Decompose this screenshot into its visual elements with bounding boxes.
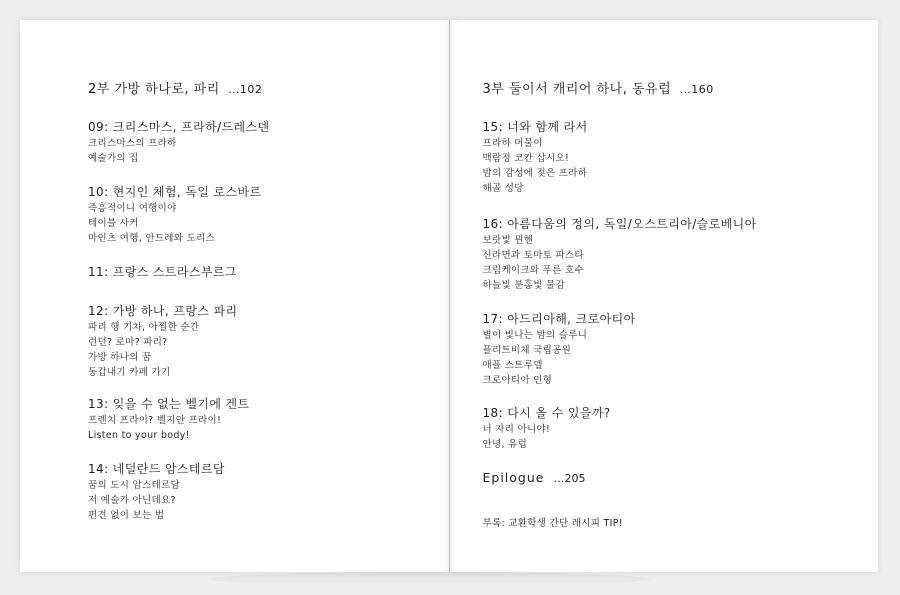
chapter-16-sub-4: 하늘빛 분홍빛 물감: [482, 280, 565, 291]
epilogue-title: Epilogue: [482, 470, 545, 485]
book-bottom-shadow: [210, 572, 650, 586]
chapter-13-sub-1: 프렌치 프라이? 벨지안 프라이!: [88, 415, 222, 426]
chapter-17-sub-4: 크로아티아 인형: [482, 375, 553, 386]
chapter-15-sub-3: 밤의 감성에 젖은 프라하: [482, 168, 588, 179]
chapter-12: [88, 302, 428, 380]
open-book: [20, 20, 878, 572]
chapter-12-sub-3: 가방 하나의 꿈: [88, 352, 152, 363]
chapter-18: [483, 404, 863, 452]
chapter-12-sub-1: 파리 행 기차, 아찔한 순간: [88, 322, 200, 333]
chapter-16-sub-2: 신라면과 토마토 파스타: [482, 250, 584, 261]
chapter-14: [88, 460, 428, 523]
chapter-13: [88, 395, 428, 443]
chapter-18-sub-2: 안녕, 유럽: [482, 439, 528, 450]
chapter-14-sub-1: 꿈의 도시 암스테르담: [88, 480, 180, 491]
part-3-title: [483, 78, 714, 97]
chapter-10-sub-3: 마인츠 여행, 안드레와 도리스: [88, 233, 216, 244]
left-page: [20, 20, 450, 572]
chapter-15-title: 15: 너와 함께 라서: [482, 120, 588, 134]
chapter-15: [483, 118, 863, 196]
chapter-15-sub-2: 맥람정 코칸 삽시오!: [482, 153, 570, 164]
chapter-18-sub-1: 너 자리 아니야!: [482, 424, 551, 435]
chapter-18-title: 18: 다시 올 수 있을까?: [482, 406, 611, 420]
chapter-11-title: 11: 프랑스 스트라스부르그: [88, 265, 237, 279]
chapter-17-sub-2: 플리트비체 국립공원: [482, 345, 572, 356]
chapter-16-sub-1: 보랏빛 뮌헨: [482, 235, 534, 246]
part-3-page-number: …160: [679, 83, 714, 96]
epilogue-page-number: …205: [553, 472, 586, 485]
chapter-17-sub-3: 애플 스트루델: [482, 360, 543, 371]
chapter-17: [483, 310, 863, 388]
chapter-15-sub-1: 프라하 머물이: [482, 138, 543, 149]
chapter-14-title: 14: 네덜란드 암스테르담: [88, 462, 225, 476]
right-page: [450, 20, 879, 572]
chapter-17-title: 17: 아드리아해, 크로아티아: [482, 312, 636, 326]
chapter-10-title: 10: 현지인 체험, 독일 로스바르: [88, 185, 262, 199]
chapter-09-title: 09: 크리스마스, 프라하/드레스덴: [88, 120, 270, 134]
chapter-10: [88, 183, 428, 246]
part-3-title-text: 3부 둘이서 캐리어 하나, 동유럽: [482, 82, 672, 97]
chapter-15-sub-4: 해골 성당: [482, 183, 524, 194]
part-2-title-text: 2부 가방 하나로, 파리: [88, 82, 220, 97]
chapter-09-sub-2: 예술가의 집: [88, 153, 139, 164]
chapter-10-sub-1: 즉흥적이니 여행이야: [88, 203, 177, 214]
chapter-16-title: 16: 아름다움의 정의, 독일/오스트리아/슬로베니아: [482, 217, 757, 231]
part-2-title: [88, 78, 262, 97]
chapter-12-sub-2: 런던? 로마? 파리?: [88, 337, 168, 348]
part-2-page-number: …102: [228, 83, 263, 96]
appendix-entry: 부록: 교환학생 간단 레시피 TIP!: [482, 518, 623, 529]
chapter-12-title: 12: 가방 하나, 프랑스 파리: [88, 304, 238, 318]
epilogue-entry: [483, 470, 586, 485]
chapter-13-title: 13: 잊을 수 없는 벨기에 겐트: [88, 397, 250, 411]
chapter-09: [88, 118, 428, 166]
chapter-14-sub-3: 편견 없이 보는 법: [88, 510, 165, 521]
chapter-14-sub-2: 저 예술가 아닌데요?: [88, 495, 176, 506]
chapter-10-sub-2: 테이블 사커: [88, 218, 139, 229]
chapter-16: [483, 215, 863, 293]
chapter-09-sub-1: 크리스마스의 프라하: [88, 138, 177, 149]
chapter-16-sub-3: 크림케이크와 푸른 호수: [482, 265, 584, 276]
chapter-12-sub-4: 동갑내기 카페 가기: [88, 367, 171, 378]
chapter-13-sub-2: Listen to your body!: [88, 430, 190, 441]
chapter-11: [88, 263, 428, 281]
chapter-17-sub-1: 별이 빛나는 밤의 슬루니: [482, 330, 588, 341]
